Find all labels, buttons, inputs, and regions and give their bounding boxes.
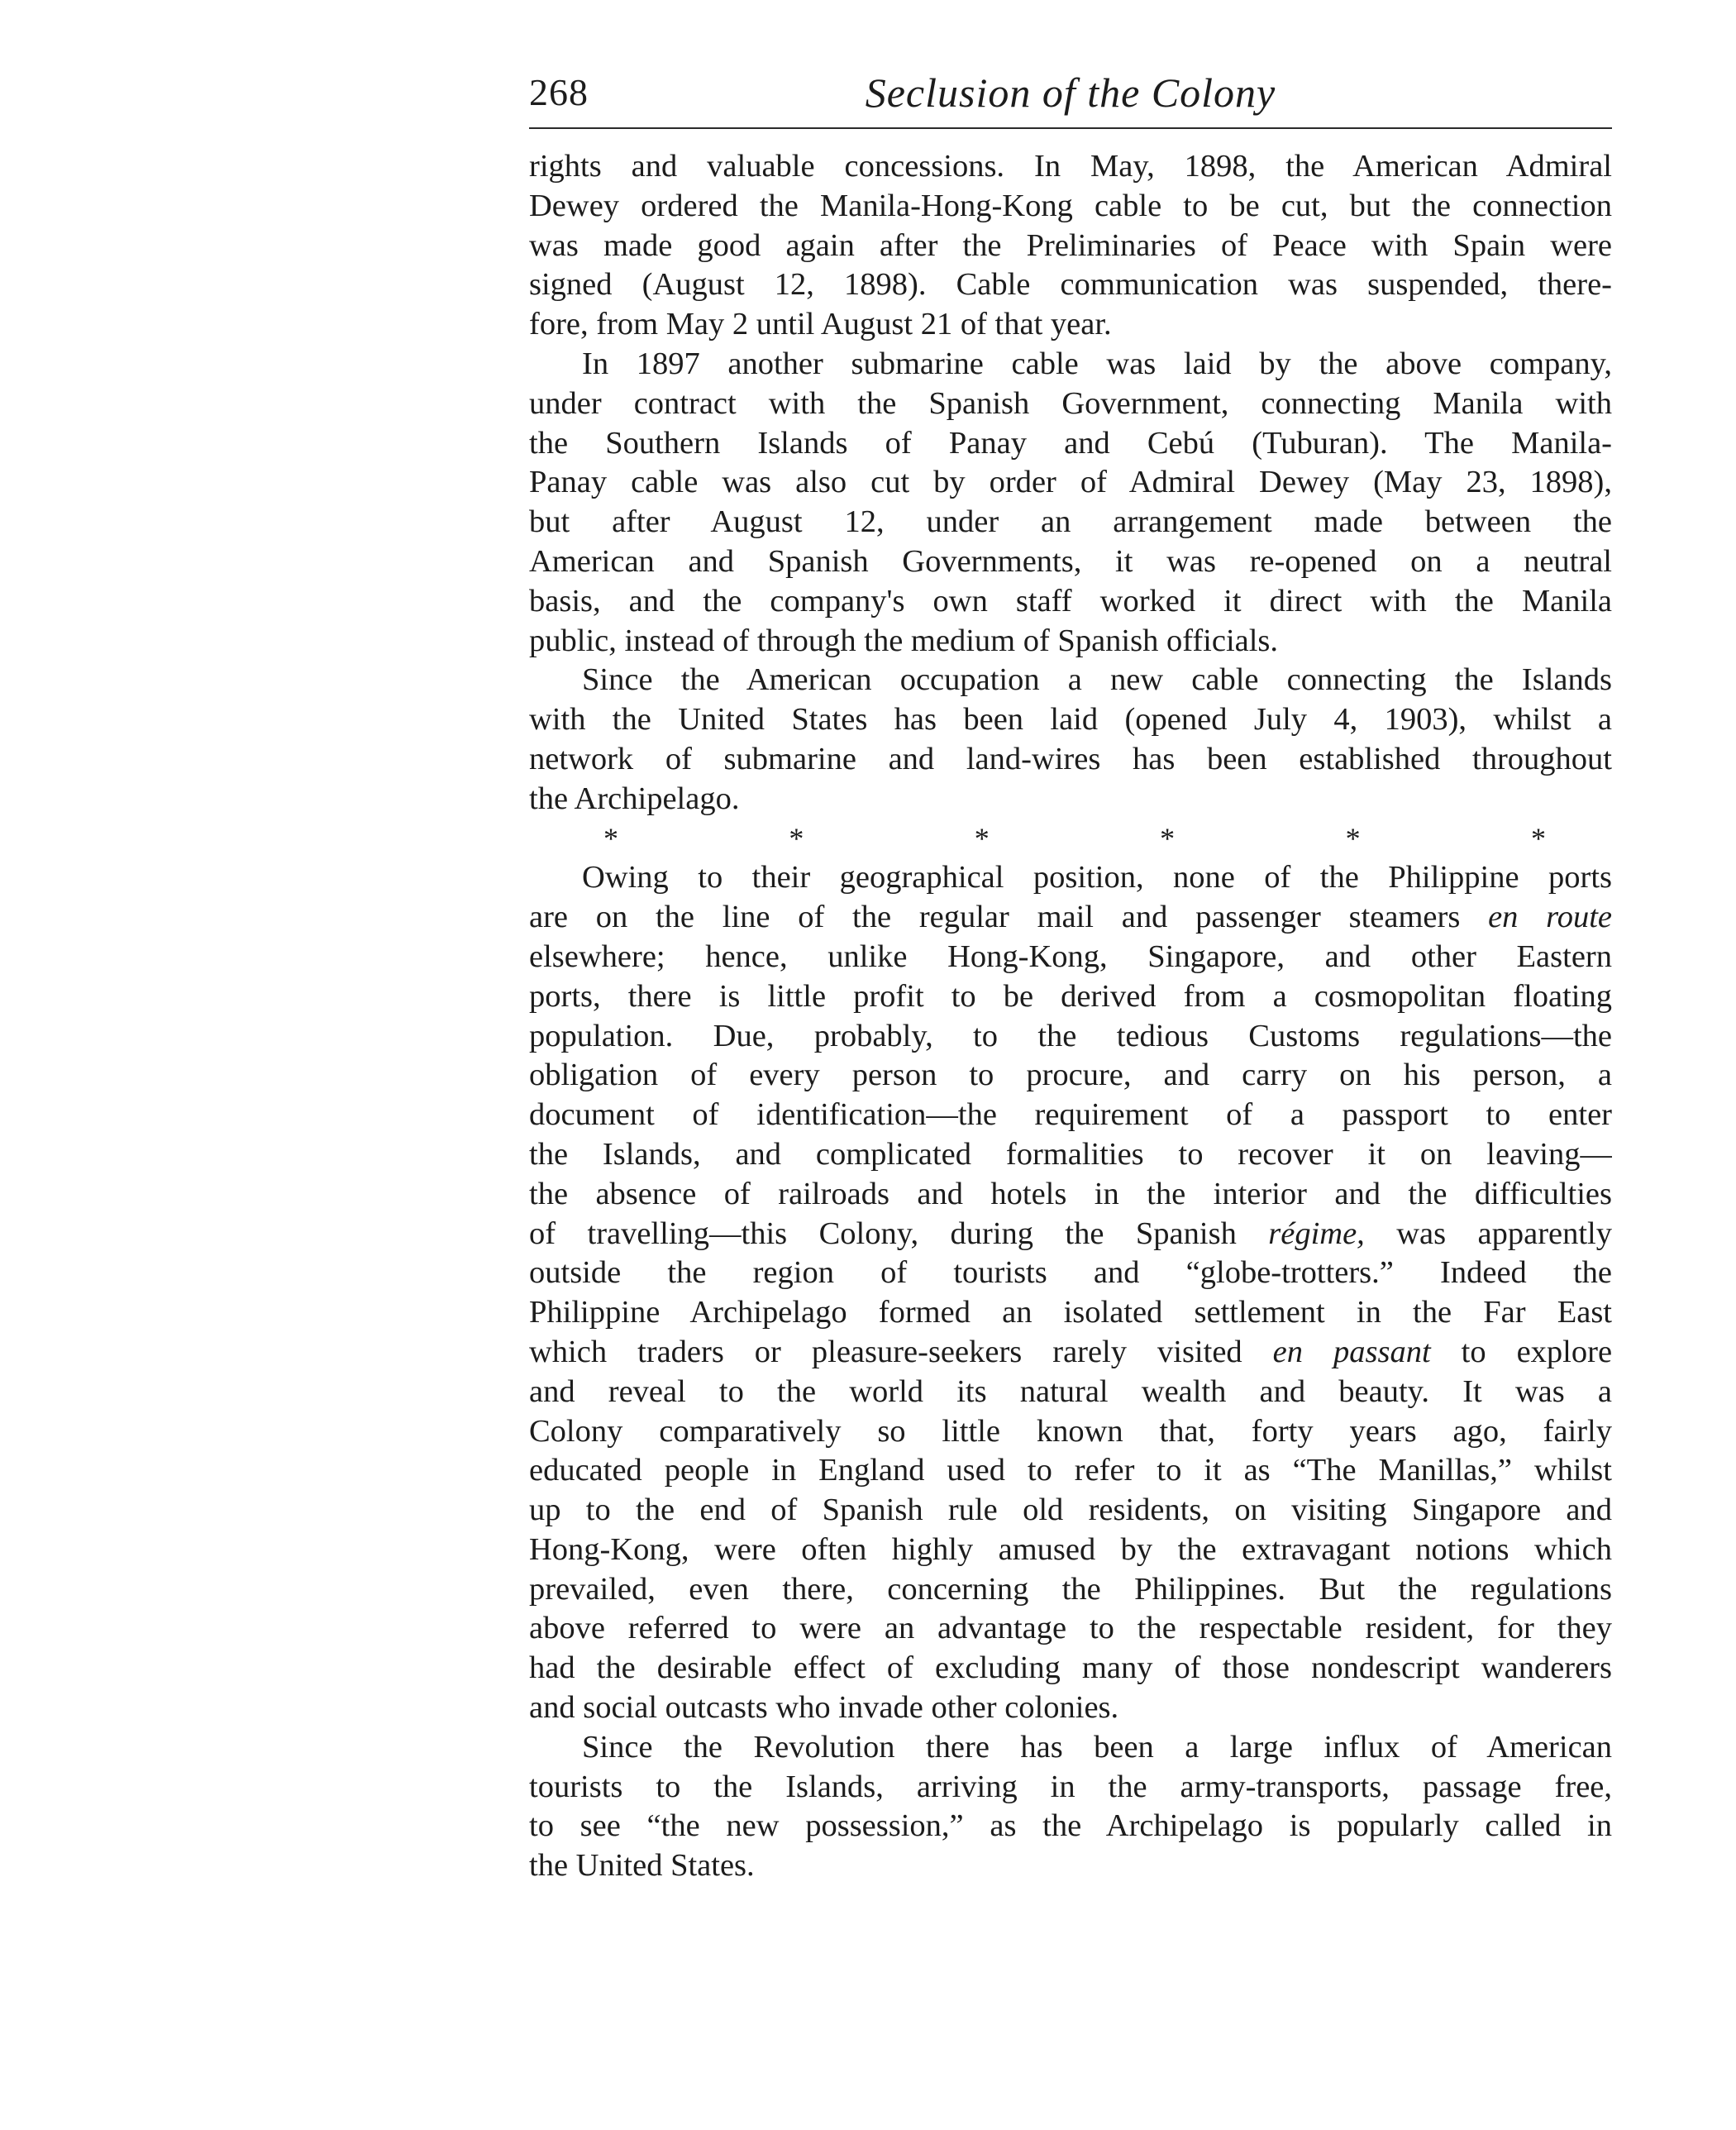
text-line: under contract with the Spanish Government, connecting Manila with [529, 385, 1612, 421]
text-line [529, 898, 1612, 938]
text-line: up to the end of Spanish rule old residents, on visiting Singapore and [529, 1492, 1612, 1528]
text-line: Philippine Archipelago formed an isolated settlement in the Far East [529, 1295, 1612, 1330]
asterisk: * [603, 821, 618, 855]
text-line: ports, there is little profit to be derived from a cosmopolitan floating [529, 978, 1612, 1014]
asterisk: * [1345, 821, 1361, 855]
text-line: the Islands, and complicated formalities to recover it on leaving— [529, 1136, 1612, 1172]
text-line: prevailed, even there, concerning the Philippines. But the regulations [529, 1571, 1612, 1607]
text-line: obligation of every person to procure, and carry on his person, a [529, 1058, 1612, 1093]
paragraph-4 [529, 858, 1612, 1728]
paragraph-5 [529, 1728, 1612, 1886]
text-line: the Southern Islands of Panay and Cebú (Tuburan). The Manila- [529, 425, 1612, 461]
text-line: Since the Revolution there has been a large influx of American [582, 1729, 1612, 1765]
italic-phrase: en passant [1272, 1334, 1431, 1369]
text-run: which traders or pleasure-seekers rarely visited [529, 1334, 1242, 1369]
italic-phrase: en route [1488, 900, 1612, 935]
text-run: of travelling—this Colony, during the Spanish [529, 1215, 1237, 1251]
text-line: network of submarine and land-wires has been established throughout [529, 741, 1612, 776]
text-line: with the United States has been laid (opened July 4, 1903), whilst a [529, 702, 1612, 738]
paragraph-2 [529, 345, 1612, 661]
asterisk: * [1160, 821, 1176, 855]
text-line: was made good again after the Preliminaries of Peace with Spain were [529, 227, 1612, 263]
text-line: Colony comparatively so little known that, forty years ago, fairly [529, 1413, 1612, 1449]
asterisk: * [1530, 821, 1546, 855]
paragraph-1 [529, 147, 1612, 345]
text-line: document of identification—the requirement of a passport to enter [529, 1097, 1612, 1133]
text-run: are on the line of the regular mail and passenger steamers [529, 900, 1461, 935]
text-line: public, instead of through the medium of Spanish officials. [529, 623, 1279, 658]
text-line [529, 1333, 1612, 1373]
text-line: fore, from May 2 until August 21 of that year. [529, 307, 1112, 342]
text-line: and social outcasts who invade other colonies. [529, 1690, 1119, 1726]
text-line: In 1897 another submarine cable was laid by the above company, [582, 346, 1612, 381]
text-line: signed (August 12, 1898). Cable communication was suspended, there- [529, 267, 1612, 303]
text-line: the United States. [529, 1848, 755, 1884]
body-text [529, 147, 1612, 1886]
text-line: the Archipelago. [529, 781, 740, 816]
paragraph-3 [529, 661, 1612, 819]
text-line: the absence of railroads and hotels in the interior and the difficulties [529, 1176, 1612, 1211]
italic-phrase: régime, [1268, 1215, 1365, 1251]
asterisk: * [789, 821, 804, 855]
text-line [529, 1215, 1612, 1254]
text-line: tourists to the Islands, arriving in the army-transports, passage free, [529, 1769, 1612, 1804]
text-line: elsewhere; hence, unlike Hong-Kong, Singapore, and other Eastern [529, 938, 1612, 974]
section-break [529, 819, 1612, 859]
text-line: Owing to their geographical position, none of the Philippine ports [582, 860, 1612, 895]
text-line: but after August 12, under an arrangement made between the [529, 504, 1612, 540]
text-line: Hong-Kong, were often highly amused by the extravagant notions which [529, 1531, 1612, 1567]
text-line: population. Due, probably, to the tedious Customs regulations—the [529, 1018, 1612, 1053]
text-line: above referred to were an advantage to the respectable resident, for they [529, 1611, 1612, 1646]
page-header [529, 60, 1612, 126]
text-line: Panay cable was also cut by order of Admiral Dewey (May 23, 1898), [529, 465, 1612, 500]
text-run: to explore [1461, 1334, 1612, 1369]
text-line: outside the region of tourists and “globe-trotters.” Indeed the [529, 1255, 1612, 1291]
text-line: to see “the new possession,” as the Archipelago is popularly called in [529, 1808, 1612, 1844]
text-line: Since the American occupation a new cable connecting the Islands [582, 662, 1612, 698]
running-title: Seclusion of the Colony [865, 69, 1276, 116]
text-line: educated people in England used to refer to it as “The Manillas,” whilst [529, 1453, 1612, 1488]
text-run: was apparently [1396, 1215, 1612, 1251]
text-line: rights and valuable concessions. In May, 1898, the American Admiral [529, 149, 1612, 184]
header-rule [529, 127, 1612, 129]
text-line: had the desirable effect of excluding many of those nondescript wanderers [529, 1650, 1612, 1686]
text-line: Dewey ordered the Manila-Hong-Kong cable to be cut, but the connection [529, 188, 1612, 223]
page-number: 268 [529, 71, 589, 113]
asterisk: * [974, 821, 990, 855]
text-line: basis, and the company's own staff worked it direct with the Manila [529, 583, 1612, 618]
text-line: and reveal to the world its natural wealth and beauty. It was a [529, 1373, 1612, 1409]
text-line: American and Spanish Governments, it was re-opened on a neutral [529, 543, 1612, 579]
